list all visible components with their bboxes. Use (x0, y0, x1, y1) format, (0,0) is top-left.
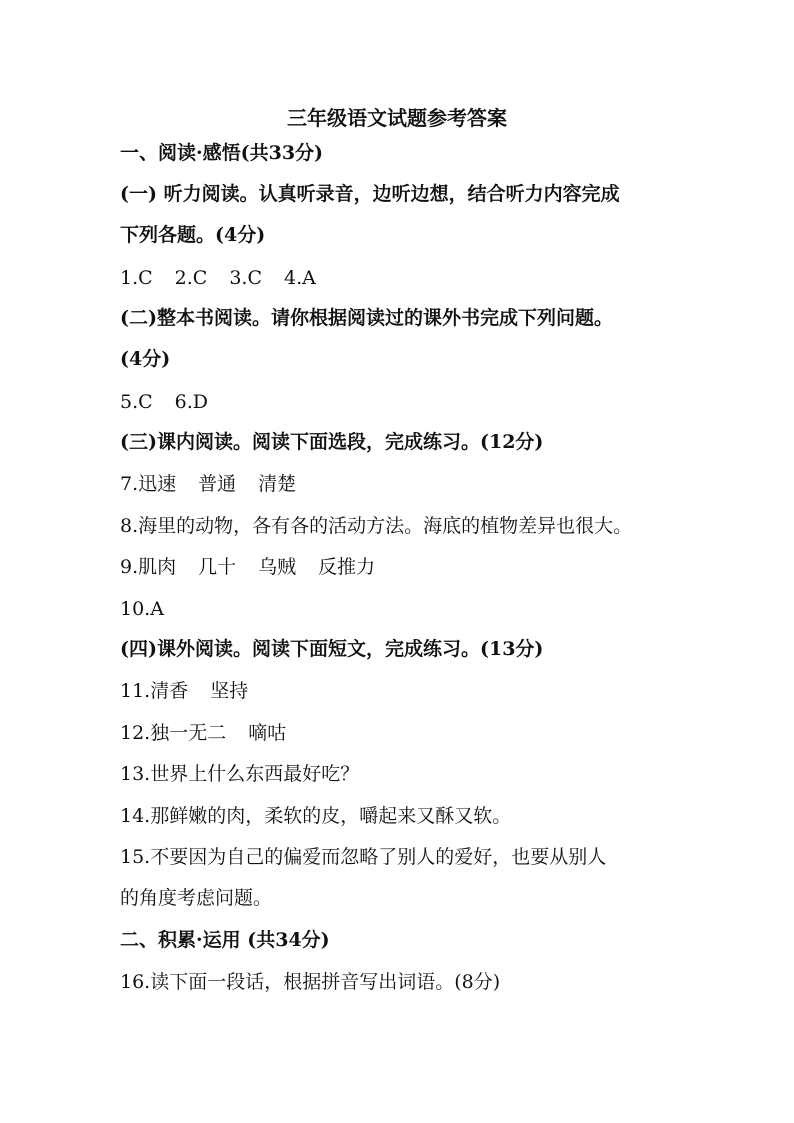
answers-5-6 (120, 388, 208, 416)
part-4-heading: (四)课外阅读。阅读下面短文，完成练习。(13分) (120, 638, 544, 660)
question-16: 16.读下面一段话，根据拼音写出词语。(8分) (120, 971, 501, 993)
answer-9-word-2: 几十 (198, 556, 237, 578)
answer-10: 10.A (120, 598, 164, 620)
answer-5: 5.C (120, 391, 153, 413)
answer-7 (120, 470, 296, 498)
answers-1-4 (120, 264, 316, 292)
answer-6: 6.D (174, 391, 209, 413)
part-3-heading: (三)课内阅读。阅读下面选段，完成练习。(12分) (120, 431, 544, 453)
answer-7-word-1: 7.迅速 (120, 473, 177, 495)
answer-14: 14.那鲜嫩的肉，柔软的皮，嚼起来又酥又软。 (120, 805, 512, 827)
answer-8: 8.海里的动物，各有各的活动方法。海底的植物差异也很大。 (120, 515, 633, 537)
answer-4: 4.A (284, 267, 316, 289)
answer-3: 3.C (229, 267, 263, 289)
answer-7-word-2: 普通 (198, 473, 237, 495)
answer-7-word-3: 清楚 (258, 473, 297, 495)
answer-15-line-2: 的角度考虑问题。 (120, 887, 273, 909)
answer-2: 2.C (174, 267, 208, 289)
part-2-heading-line-1: (二)整本书阅读。请你根据阅读过的课外书完成下列问题。 (120, 307, 613, 329)
part-2-heading-line-2: (4分) (120, 348, 171, 370)
answer-11 (120, 677, 248, 705)
page-title: 三年级语文试题参考答案 (287, 106, 507, 130)
answer-12-word-1: 12.独一无二 (120, 722, 227, 744)
section-1-heading: 一、阅读·感悟(共33分) (120, 142, 324, 164)
section-2-heading: 二、积累·运用 (共34分) (120, 929, 330, 951)
answer-9-word-1: 9.肌肉 (120, 556, 177, 578)
answer-9 (120, 553, 375, 581)
answer-1: 1.C (120, 267, 153, 289)
answer-11-word-2: 坚持 (210, 680, 249, 702)
answer-11-word-1: 11.清香 (120, 680, 189, 702)
answer-15-line-1: 15.不要因为自己的偏爱而忽略了别人的爱好，也要从别人 (120, 846, 607, 868)
answer-9-word-4: 反推力 (318, 556, 376, 578)
answer-13: 13.世界上什么东西最好吃？ (120, 763, 360, 785)
answer-12 (120, 719, 286, 747)
answer-9-word-3: 乌贼 (258, 556, 297, 578)
answer-12-word-2: 嘀咕 (248, 722, 287, 744)
part-1-heading-line-1: (一) 听力阅读。认真听录音，边听边想，结合听力内容完成 (120, 183, 620, 205)
part-1-heading-line-2: 下列各题。(4分) (120, 224, 266, 246)
